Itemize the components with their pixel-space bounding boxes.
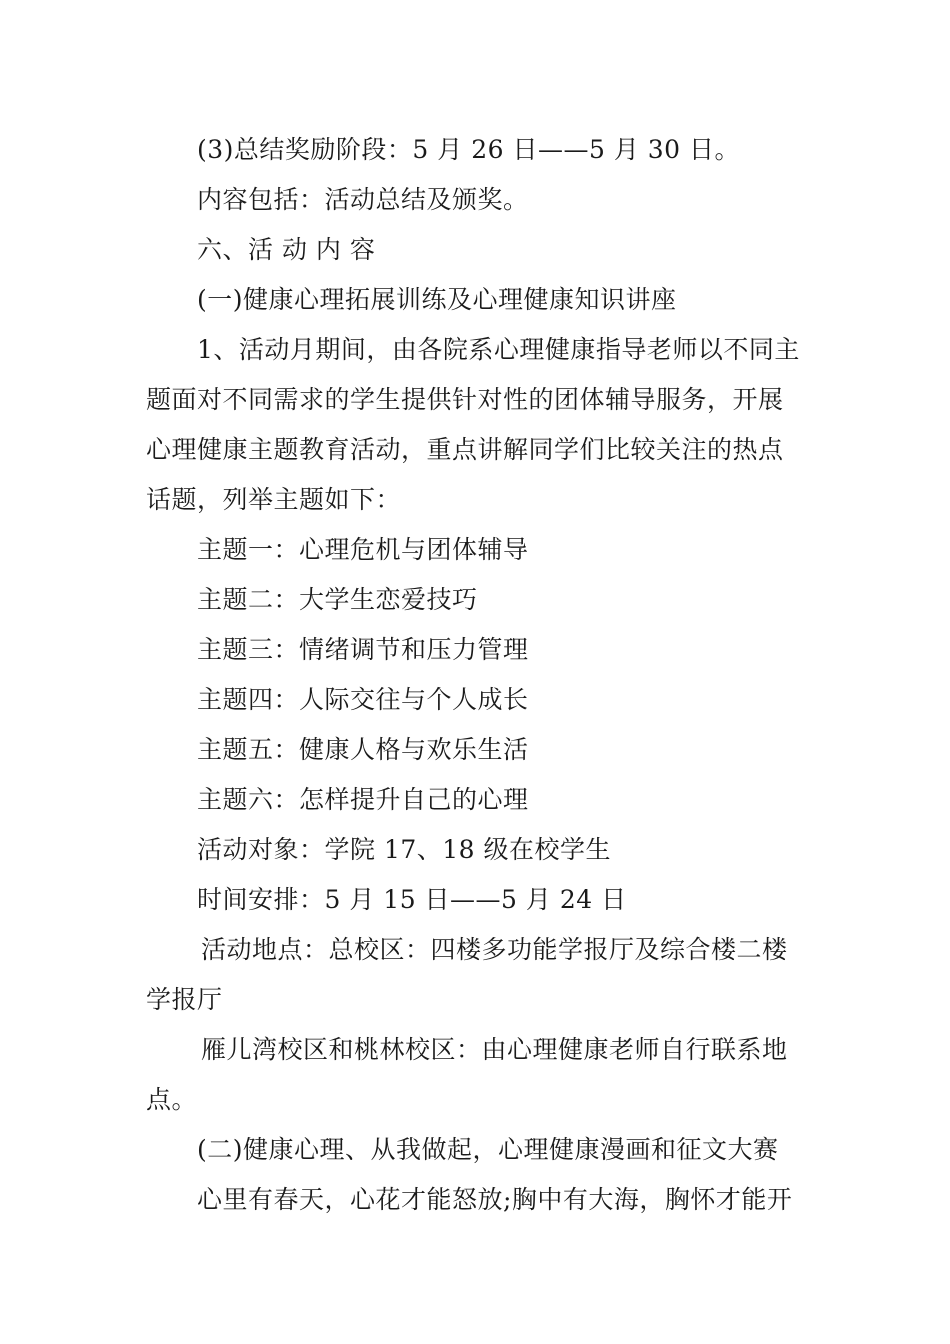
topic-item: 主题三：情绪调节和压力管理 [197,635,529,664]
subsection-heading: (一)健康心理拓展训练及心理健康知识讲座 [197,285,677,314]
paragraph-line: 话题，列举主题如下： [146,485,402,514]
paragraph-line: 活动对象：学院 17、18 级在校学生 [197,835,612,864]
paragraph-line: 活动地点：总校区：四楼多功能学报厅及综合楼二楼 [201,935,788,964]
topic-item: 主题五：健康人格与欢乐生活 [197,735,529,764]
topic-item: 主题二：大学生恋爱技巧 [197,585,478,614]
paragraph-line: 点。 [146,1085,198,1114]
paragraph-line: 心里有春天，心花才能怒放;胸中有大海，胸怀才能开 [197,1185,793,1214]
paragraph-line: 1、活动月期间，由各院系心理健康指导老师以不同主 [197,335,800,364]
paragraph-line: 心理健康主题教育活动，重点讲解同学们比较关注的热点 [146,435,784,464]
paragraph-line: 雁儿湾校区和桃林校区：由心理健康老师自行联系地 [201,1035,788,1064]
paragraph-line: 学报厅 [146,985,223,1014]
topic-item: 主题四：人际交往与个人成长 [197,685,529,714]
paragraph-line: (3)总结奖励阶段：5 月 26 日——5 月 30 日。 [197,135,741,164]
section-heading: 六、活 动 内 容 [197,235,376,264]
paragraph-line: 时间安排：5 月 15 日——5 月 24 日 [197,885,627,914]
subsection-heading: (二)健康心理、从我做起，心理健康漫画和征文大赛 [197,1135,779,1164]
topic-item: 主题一：心理危机与团体辅导 [197,535,529,564]
paragraph-line: 题面对不同需求的学生提供针对性的团体辅导服务，开展 [146,385,784,414]
paragraph-line: 内容包括：活动总结及颁奖。 [197,185,529,214]
topic-item: 主题六：怎样提升自己的心理 [197,785,529,814]
